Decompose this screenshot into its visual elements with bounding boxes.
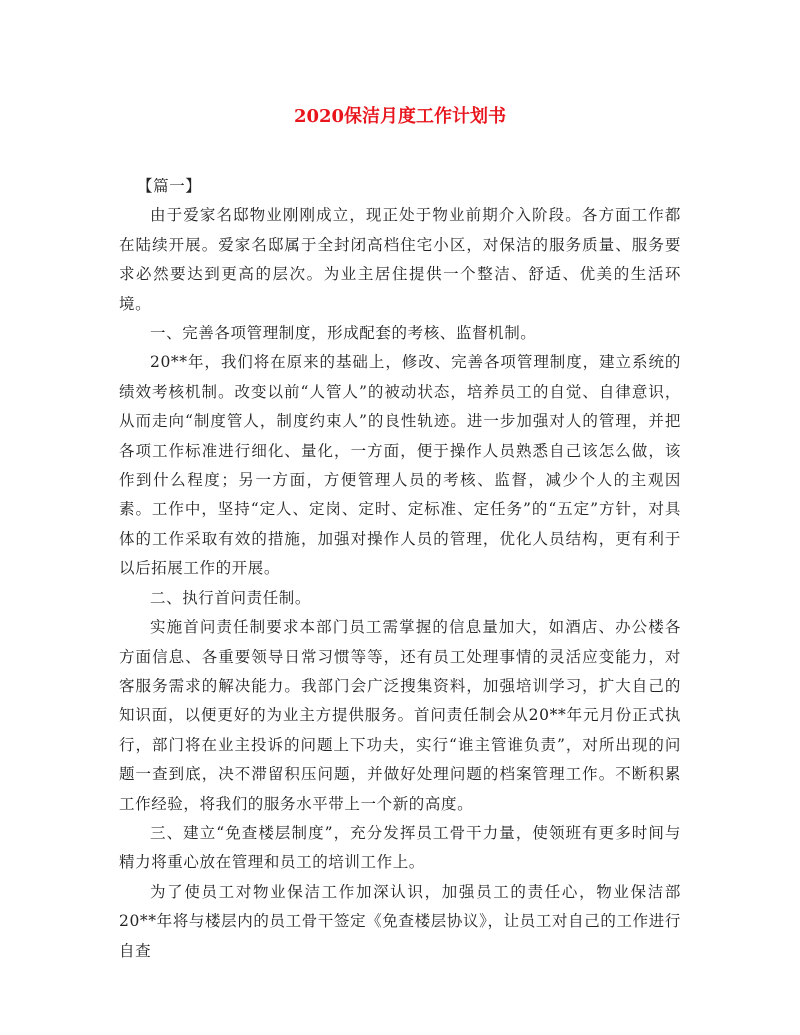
section-tag: 【篇一】 [137, 177, 202, 195]
heading-item-2: 二、执行首问责任制。 [150, 588, 312, 607]
heading-item-3: 三、建立“免查楼层制度”，充分发挥员工骨干力量，使领班有更多时间与精力将重心放在管理和员工的培训工作上。 [119, 823, 681, 872]
heading-item-1: 一、完善各项管理制度，形成配套的考核、监督机制。 [150, 324, 537, 343]
paragraph-item-1: 20**年，我们将在原来的基础上，修改、完善各项管理制度，建立系统的绩效考核机制。改变以前“人管人”的被动状态，培养员工的自觉、自律意识，从而走向“制度管人，制度约束人”的良性轨迹。进一步加强对人的管理，并把各项工作标准进行细化、量化，一方面，便于操作人员熟悉自己该怎么做，该作到什么程度；另一方面，方便管理人员的考核、监督，减少个人的主观因素。工作中，坚持“定人、定岗、定时、定标准、定任务”的“五定”方针，对具体的工作采取有效的措施，加强对操作人员的管理，优化人员结构，更有利于以后拓展工作的开展。 [119, 353, 681, 578]
document-body [119, 172, 681, 966]
paragraph-intro: 由于爱家名邸物业刚刚成立，现正处于物业前期介入阶段。各方面工作都在陆续开展。爱家名邸属于全封闭高档住宅小区，对保洁的服务质量、服务要求必然要达到更高的层次。为业主居住提供一个整洁、舒适、优美的生活环境。 [119, 206, 681, 313]
document-title: 2020保洁月度工作计划书 [293, 106, 507, 127]
paragraph-item-3: 为了使员工对物业保洁工作加深认识，加强员工的责任心，物业保洁部20**年将与楼层内的员工骨干签定《免查楼层协议》，让员工对自己的工作进行自查 [119, 882, 681, 960]
paragraph-item-2: 实施首问责任制要求本部门员工需掌握的信息量加大，如酒店、办公楼各方面信息、各重要领导日常习惯等等，还有员工处理事情的灵活应变能力，对客服务需求的解决能力。我部门会广泛搜集资料，加强培训学习，扩大自己的知识面，以便更好的为业主方提供服务。首问责任制会从20**年元月份正式执行，部门将在业主投诉的问题上下功夫，实行“谁主管谁负责”，对所出现的问题一查到底，决不滞留积压问题，并做好处理问题的档案管理工作。不断积累工作经验，将我们的服务水平带上一个新的高度。 [119, 618, 681, 813]
